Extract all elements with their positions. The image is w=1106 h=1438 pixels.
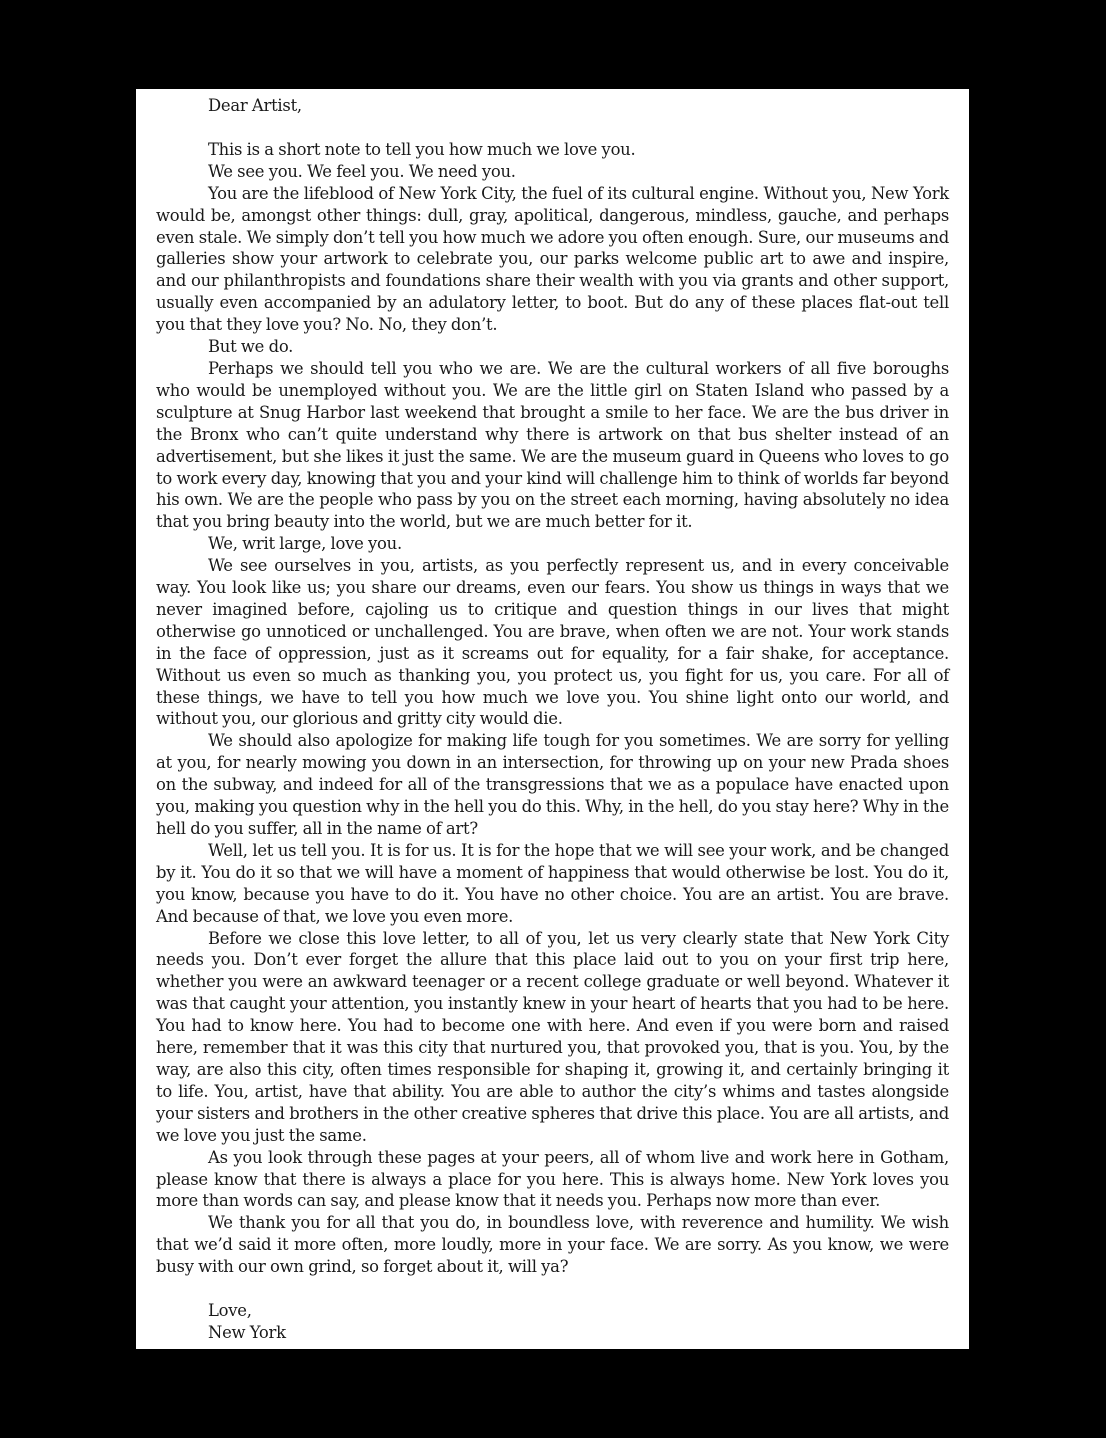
body-paragraph: We thank you for all that you do, in boundless love, with reverence and humility. We wish that we’d said it more often, more loudly, more in your face. We are sorry. As you know, we were busy with our own grind, so forget about it, will ya?: [156, 1213, 949, 1277]
intro-line: We see you. We feel you. We need you.: [208, 161, 516, 181]
body-paragraph: Well, let us tell you. It is for us. It is for the hope that we will see your work, and be changed by it. You do it so that we will have a moment of happiness that would otherwise be lost. You do it, you know, because you have to do it. You have no other choice. You are an artist. You are brave. And because of that, we love you even more.: [156, 840, 949, 926]
closing: Love,: [208, 1301, 252, 1321]
letter-page: [136, 89, 969, 1349]
body-paragraph: We see ourselves in you, artists, as you perfectly represent us, and in every conceivable way. You look like us; you share our dreams, even our fears. You show us things in ways that we never imagined before, cajoling us to critique and question things in our lives that might otherwise go unnoticed or unchallenged. You are brave, when often we are not. Your work stands in the face of oppression, just as it screams out for equality, for a fair shake, for acceptance. Without us even so much as thanking you, you protect us, you fight for us, you care. For all of these things, we have to tell you how much we love you. You shine light onto our world, and without you, our glorious and gritty city would die.: [156, 556, 949, 729]
spacer: [156, 117, 949, 139]
body-paragraph: You are the lifeblood of New York City, the fuel of its cultural engine. Without you, New York would be, amongst other things: dull, gray, apolitical, dangerous, mindless, gauche, and perhaps even stale. We simply don’t tell you how much we adore you often enough. Sure, our museums and galleries show your artwork to celebrate you, our parks welcome public art to awe and inspire, and our philanthropists and foundations share their wealth with you via grants and other support, usually even accompanied by an adulatory letter, to boot. But do any of these places flat-out tell you that they love you? No. No, they don’t.: [156, 183, 949, 335]
body-paragraph: Before we close this love letter, to all of you, let us very clearly state that New York City needs you. Don’t ever forget the allure that this place laid out to you on your first trip here, whether you were an awkward teenager or a recent college graduate or well beyond. Whatever it was that caught your attention, you instantly knew in your heart of hearts that you had to be here. You had to know here. You had to become one with here. And even if you were born and raised here, remember that it was this city that nurtured you, that provoked you, that is you. You, by the way, are also this city, often times responsible for shaping it, growing it, and certainly bringing it to life. You, artist, have that ability. You are able to author the city’s whims and tastes alongside your sisters and brothers in the other creative spheres that drive this place. You are all artists, and we love you just the same.: [156, 928, 949, 1145]
intro-line: This is a short note to tell you how much we love you.: [208, 139, 636, 159]
body-paragraph: We should also apologize for making life tough for you sometimes. We are sorry for yelling at you, for nearly mowing you down in an intersection, for throwing up on your new Prada shoes on the subway, and indeed for all of the transgressions that we as a populace have enacted upon you, making you question why in the hell you do this. Why, in the hell, do you stay here? Why in the hell do you suffer, all in the name of art?: [156, 731, 949, 838]
body-paragraph: As you look through these pages at your peers, all of whom live and work here in Gotham, please know that there is always a place for you here. This is always home. New York loves you more than words can say, and please know that it needs you. Perhaps now more than ever.: [156, 1147, 949, 1211]
spacer: [156, 1278, 949, 1300]
body-paragraph: But we do.: [208, 337, 294, 357]
salutation: Dear Artist,: [208, 96, 302, 115]
body-paragraph: Perhaps we should tell you who we are. We are the cultural workers of all five boroughs who would be unemployed without you. We are the little girl on Staten Island who passed by a sculpture at Snug Harbor last weekend that brought a smile to her face. We are the bus driver in the Bronx who can’t quite understand why there is artwork on that bus shelter instead of an advertisement, but she likes it just the same. We are the museum guard in Queens who loves to go to work every day, knowing that you and your kind will challenge him to think of worlds far beyond his own. We are the people who pass by you on the street each morning, having absolutely no idea that you bring beauty into the world, but we are much better for it.: [156, 358, 949, 532]
signature: New York: [208, 1322, 286, 1342]
body-paragraph: We, writ large, love you.: [208, 534, 402, 554]
